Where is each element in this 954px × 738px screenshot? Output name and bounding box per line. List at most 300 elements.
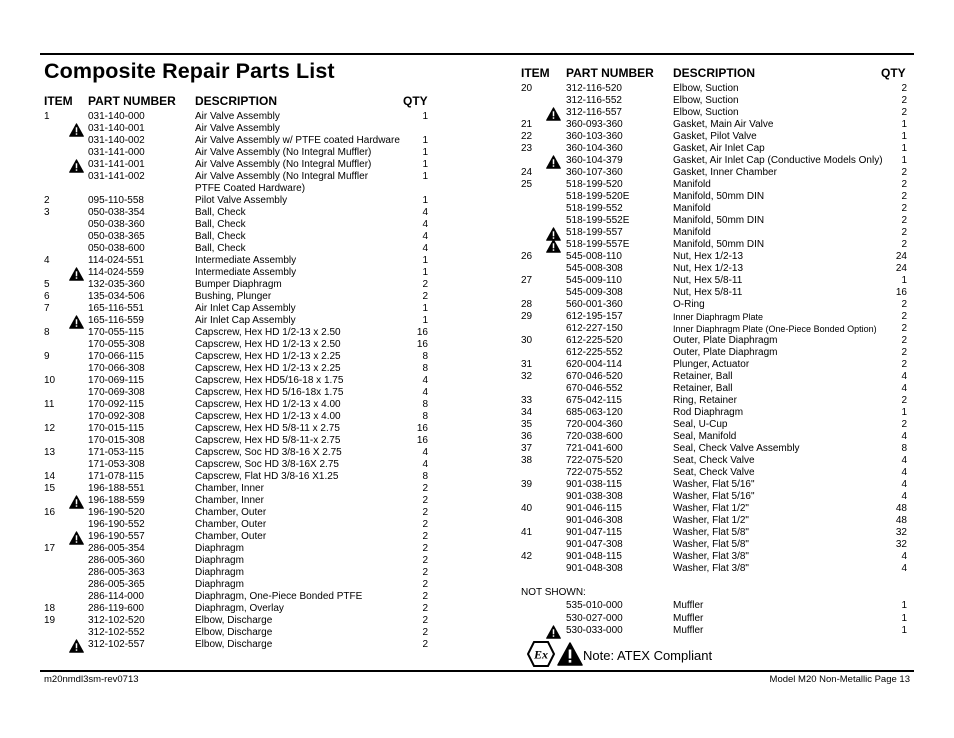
quantity: 16 [416,435,428,446]
part-description: Manifold, 50mm DIN [673,239,765,250]
part-number: 050-038-365 [88,231,145,242]
warning-triangle-icon [546,625,561,639]
table-row [0,371,954,383]
part-description: Intermediate Assembly [195,255,297,266]
part-number: 286-005-365 [88,579,145,590]
part-description: Washer, Flat 1/2" [673,515,749,526]
item-number: 3 [44,207,50,218]
bottom-rule [40,670,914,672]
part-description: Air Valve Assembly (No Integral Muffler) [195,159,372,170]
part-number: 170-055-308 [88,339,145,350]
quantity: 2 [901,107,907,118]
part-number: 612-195-157 [566,311,623,322]
header-item: ITEM [44,94,73,108]
part-description: Seal, U-Cup [673,419,728,430]
item-number: 27 [521,275,533,286]
quantity: 2 [901,359,907,370]
part-description: Capscrew, Hex HD 1/2-13 x 4.00 [195,411,341,422]
quantity: 2 [422,543,428,554]
part-description: Chamber, Inner [195,483,264,494]
table-row [0,239,954,251]
part-description: Gasket, Air Inlet Cap [673,143,765,154]
item-number: 34 [521,407,533,418]
quantity: 2 [422,639,428,650]
quantity: 1 [901,600,907,611]
part-description: Seat, Check Valve [673,455,755,466]
table-row [0,600,954,612]
part-description: Elbow, Suction [673,83,739,94]
table-row [0,179,954,191]
part-description: Air Inlet Cap Assembly [195,303,296,314]
part-number: 170-092-115 [88,399,144,410]
table-row [0,419,954,431]
part-description: Washer, Flat 5/16" [673,479,755,490]
part-number: 685-063-120 [566,407,623,418]
table-row [0,263,954,275]
item-number: 42 [521,551,533,562]
part-description: Elbow, Suction [673,95,739,106]
quantity: 24 [895,263,907,274]
part-description: Diaphragm, One-Piece Bonded PTFE [195,591,363,602]
quantity: 4 [422,219,428,230]
table-row [0,323,954,335]
quantity: 24 [895,251,907,262]
quantity: 2 [422,291,428,302]
quantity: 4 [422,459,428,470]
part-description: Diaphragm, Overlay [195,603,284,614]
atex-logo-text: Ex [533,647,549,662]
quantity: 1 [422,267,428,278]
quantity: 2 [901,395,907,406]
part-number: 545-009-110 [566,275,622,286]
part-description: Chamber, Outer [195,531,267,542]
item-number: 13 [44,447,56,458]
part-number: 901-038-308 [566,491,623,502]
part-number: 171-053-115 [88,447,144,458]
part-description: Muffler [673,612,704,624]
quantity: 16 [895,287,907,298]
not-shown-label: NOT SHOWN: [521,587,586,598]
item-number: 38 [521,455,533,466]
quantity: 1 [422,315,428,326]
part-number: 675-042-115 [566,395,622,406]
part-number: 312-116-557 [566,107,622,118]
item-number: 32 [521,371,533,382]
quantity: 2 [901,311,907,322]
item-number: 19 [44,615,56,626]
item-number: 41 [521,527,533,538]
quantity: 16 [416,327,428,338]
atex-note-label: Note: ATEX Compliant [583,648,713,663]
part-description: Capscrew, Hex HD 1/2-13 x 2.50 [195,339,341,350]
part-description: Washer, Flat 5/8" [673,539,749,550]
part-number: 050-038-354 [88,207,145,218]
part-number: 165-116-559 [88,315,144,326]
table-row [0,467,954,479]
quantity: 1 [422,159,428,170]
table-row [0,143,954,155]
table-row [0,527,954,539]
quantity: 4 [901,431,907,442]
part-description: Seal, Manifold [673,431,737,442]
footer-document-id: m20nmdl3sm-rev0713 [44,674,139,685]
part-number: 518-199-552E [566,215,630,226]
part-number: 031-141-001 [88,159,145,170]
quantity: 4 [901,479,907,490]
quantity: 1 [901,143,907,154]
item-number: 18 [44,603,56,614]
quantity: 4 [901,455,907,466]
quantity: 4 [422,231,428,242]
header-description-right: DESCRIPTION [673,66,756,80]
part-number: 901-046-308 [566,515,623,526]
part-number: 050-038-360 [88,219,145,230]
item-number: 9 [44,351,50,362]
table-row [0,639,954,651]
part-description: Nut, Hex 5/8-11 [673,287,743,298]
part-description: Manifold [673,179,711,190]
quantity: 1 [422,135,428,146]
item-number: 16 [44,507,56,518]
quantity: 2 [901,203,907,214]
table-row [0,107,954,119]
quantity: 1 [422,303,428,314]
part-description: Retainer, Ball [673,383,733,394]
part-description: Air Valve Assembly (No Integral Muffler) [195,147,372,158]
part-description: Elbow, Suction [673,107,739,118]
part-number: 050-038-600 [88,243,145,254]
quantity: 4 [901,563,907,574]
item-number: 14 [44,471,56,482]
table-row [0,299,954,311]
part-description: Air Valve Assembly [195,123,280,134]
item-number: 36 [521,431,533,442]
item-number: 10 [44,375,56,386]
header-description: DESCRIPTION [195,94,278,108]
quantity: 2 [901,95,907,106]
quantity: 2 [901,299,907,310]
part-description: Ball, Check [195,219,246,230]
part-number: 720-038-600 [566,431,623,442]
part-description: Manifold, 50mm DIN [673,191,765,202]
quantity: 4 [901,491,907,502]
table-row [0,347,954,359]
table-row [0,515,954,527]
part-description: Air Inlet Cap Assembly [195,315,296,326]
part-number: 620-004-114 [566,359,622,370]
part-description: Diaphragm [195,543,244,554]
header-qty: QTY [403,94,428,108]
part-description: Washer, Flat 3/8" [673,551,749,562]
item-number: 12 [44,423,56,434]
item-number: 39 [521,479,533,490]
part-description: Ring, Retainer [673,395,737,406]
quantity: 16 [416,423,428,434]
footer-page-label: Model M20 Non-Metallic Page 13 [769,674,910,685]
part-number: 360-103-360 [566,131,623,142]
quantity: 4 [422,387,428,398]
item-number: 2 [44,195,50,206]
part-description: Diaphragm [195,579,244,590]
quantity: 2 [901,179,907,190]
table-row [0,287,954,299]
part-number: 196-190-557 [88,531,145,542]
part-number: 670-046-520 [566,371,623,382]
part-number: 031-141-000 [88,147,145,158]
part-number: 286-005-363 [88,567,145,578]
table-row [0,311,954,323]
quantity: 8 [422,411,428,422]
part-number: 901-047-308 [566,539,623,550]
item-number: 6 [44,291,50,302]
part-description: Capscrew, Flat HD 3/8-16 X1.25 [195,471,339,482]
part-number: 535-010-000 [566,600,623,611]
part-number: 545-008-110 [566,251,622,262]
header-item-right: ITEM [521,66,550,80]
item-number: 8 [44,327,50,338]
part-number: 170-066-115 [88,351,144,362]
quantity: 2 [422,279,428,290]
item-number: 21 [521,119,533,130]
part-description: Capscrew, Soc HD 3/8-16 X 2.75 [195,447,342,458]
item-number: 22 [521,131,533,142]
part-description: Chamber, Outer [195,507,267,518]
part-number: 170-055-115 [88,327,144,338]
page-title: Composite Repair Parts List [44,59,335,83]
part-description: Inner Diaphragm Plate [673,312,764,322]
quantity: 2 [422,627,428,638]
not-shown-list [0,600,954,640]
part-number: 031-141-002 [88,171,145,182]
quantity: 1 [901,119,907,130]
part-number: 312-102-557 [88,639,145,650]
part-description: Gasket, Air Inlet Cap (Conductive Models Only) [673,155,883,166]
part-number: 518-199-520 [566,179,623,190]
item-number: 30 [521,335,533,346]
quantity: 2 [901,323,907,334]
part-description: Rod Diaphragm [673,407,744,418]
header-part-number-right: PART NUMBER [566,66,654,80]
quantity: 4 [901,467,907,478]
part-number: 170-092-308 [88,411,145,422]
quantity: 2 [901,83,907,94]
part-number: 286-119-600 [88,603,144,614]
quantity: 48 [895,515,907,526]
quantity: 1 [901,407,907,418]
part-description: Plunger, Actuator [673,359,750,370]
part-description: Inner Diaphragm Plate (One-Piece Bonded Option) [673,324,877,334]
header-qty-right: QTY [881,66,906,80]
table-row [0,407,954,419]
part-description: Elbow, Discharge [195,627,273,638]
part-number: 612-225-520 [566,335,623,346]
part-number: 901-048-115 [566,551,622,562]
item-number: 24 [521,167,533,178]
part-number: 196-190-552 [88,519,145,530]
part-number: 518-199-557E [566,239,630,250]
part-description: Muffler [673,625,704,636]
part-description: Seat, Check Valve [673,467,755,478]
item-number: 28 [521,299,533,310]
quantity: 4 [901,371,907,382]
item-number: 26 [521,251,533,262]
table-row [0,275,954,287]
part-number: 312-102-520 [88,615,145,626]
table-row [0,203,954,215]
part-number: 670-046-552 [566,383,623,394]
part-number: 286-005-354 [88,543,145,554]
quantity: 2 [422,483,428,494]
table-row [0,395,954,407]
part-description: Bushing, Plunger [195,291,272,302]
part-number: 612-227-150 [566,323,623,334]
part-number: 312-116-552 [566,95,622,106]
table-row [0,335,954,347]
part-number: 196-188-551 [88,483,145,494]
part-number: 114-024-551 [88,255,144,266]
part-description: Elbow, Discharge [195,639,273,650]
part-number: 286-114-000 [88,591,144,602]
part-number: 530-033-000 [566,625,623,636]
item-number: 1 [44,111,50,122]
parts-list-right [0,83,954,583]
part-description: Capscrew, Hex HD 5/8-11 x 2.75 [195,423,340,434]
quantity: 2 [422,495,428,506]
part-number: 901-048-308 [566,563,623,574]
item-number: 31 [521,359,533,370]
quantity: 2 [901,215,907,226]
part-description: Ball, Check [195,207,246,218]
table-row [0,95,954,107]
part-number: 722-075-520 [566,455,623,466]
table-row [0,491,954,503]
part-description: Diaphragm [195,567,244,578]
part-number: 171-053-308 [88,459,145,470]
quantity: 48 [895,503,907,514]
quantity: 1 [422,147,428,158]
part-number: 545-008-308 [566,263,623,274]
quantity: 4 [901,383,907,394]
quantity: 2 [901,419,907,430]
quantity: 1 [422,195,428,206]
quantity: 32 [895,527,907,538]
table-row [0,167,954,179]
part-number: 170-069-308 [88,387,145,398]
quantity: 1 [901,625,907,636]
quantity: 4 [422,375,428,386]
part-description: Nut, Hex 1/2-13 [673,263,744,274]
part-description: Washer, Flat 5/16" [673,491,755,502]
part-number: 901-038-115 [566,479,622,490]
part-description: Muffler [673,600,704,611]
part-description: Capscrew, Hex HD 1/2-13 x 2.50 [195,327,341,338]
part-description: Outer, Plate Diaphragm [673,347,778,358]
part-description: Capscrew, Hex HD 1/2-13 x 2.25 [195,351,341,362]
part-number: 901-046-115 [566,503,622,514]
part-number: 530-027-000 [566,612,623,624]
part-description: Chamber, Outer [195,519,267,530]
table-row [0,359,954,371]
part-description: Capscrew, Hex HD 5/8-11-x 2.75 [195,435,341,446]
part-number: 360-107-360 [566,167,623,178]
part-number: 196-188-559 [88,495,145,506]
part-description: Manifold, 50mm DIN [673,215,765,226]
part-description: Capscrew, Hex HD 5/16-18x 1.75 [195,387,344,398]
part-number: 720-004-360 [566,419,623,430]
table-row [0,155,954,167]
table-row [0,431,954,443]
part-number: 031-140-002 [88,135,145,146]
part-number: 114-024-559 [88,267,144,278]
warning-triangle-icon [557,642,583,666]
part-description: Gasket, Inner Chamber [673,167,777,178]
quantity: 2 [422,579,428,590]
part-description: Gasket, Main Air Valve [673,119,774,130]
part-number: 360-104-360 [566,143,623,154]
table-row [0,251,954,263]
part-description: Capscrew, Hex HD5/16-18 x 1.75 [195,375,344,386]
item-number: 25 [521,179,533,190]
part-number: 545-009-308 [566,287,623,298]
part-number: 171-078-115 [88,471,144,482]
item-number: 20 [521,83,533,94]
quantity: 8 [422,351,428,362]
part-number: 135-034-506 [88,291,145,302]
part-number: 360-093-360 [566,119,623,130]
part-description: Washer, Flat 3/8" [673,563,749,574]
part-description: Washer, Flat 1/2" [673,503,749,514]
part-description: Intermediate Assembly [195,267,297,278]
quantity: 2 [422,555,428,566]
part-description: Pilot Valve Assembly [195,195,288,206]
quantity: 4 [422,207,428,218]
part-number: 901-047-115 [566,527,622,538]
part-number: 196-190-520 [88,507,145,518]
table-row [0,443,954,455]
item-number: 5 [44,279,50,290]
warning-triangle-icon [69,639,84,653]
part-description: Capscrew, Hex HD 1/2-13 x 2.25 [195,363,341,374]
quantity: 1 [901,275,907,286]
part-number: 312-102-552 [88,627,145,638]
part-number: 612-225-552 [566,347,623,358]
part-number: 170-066-308 [88,363,145,374]
part-number: 722-075-552 [566,467,623,478]
quantity: 2 [422,591,428,602]
item-number: 35 [521,419,533,430]
part-number: 165-116-551 [88,303,144,314]
table-row [0,539,954,551]
quantity: 2 [422,567,428,578]
table-row [0,83,954,95]
quantity: 1 [901,612,907,624]
table-row [0,119,954,131]
part-number: 031-140-001 [88,123,145,134]
quantity: 1 [422,111,428,122]
quantity: 8 [422,399,428,410]
part-description: Bumper Diaphragm [195,279,282,290]
atex-ex-hexagon-icon [527,641,555,667]
part-description: Air Valve Assembly (No Integral Muffler [195,171,369,182]
item-number: 40 [521,503,533,514]
header-part-number: PART NUMBER [88,94,176,108]
table-row [0,455,954,467]
part-description: Air Valve Assembly [195,111,280,122]
item-number: 37 [521,443,533,454]
part-description: Seal, Check Valve Assembly [673,443,800,454]
part-description: Ball, Check [195,243,246,254]
part-description: Manifold [673,227,711,238]
